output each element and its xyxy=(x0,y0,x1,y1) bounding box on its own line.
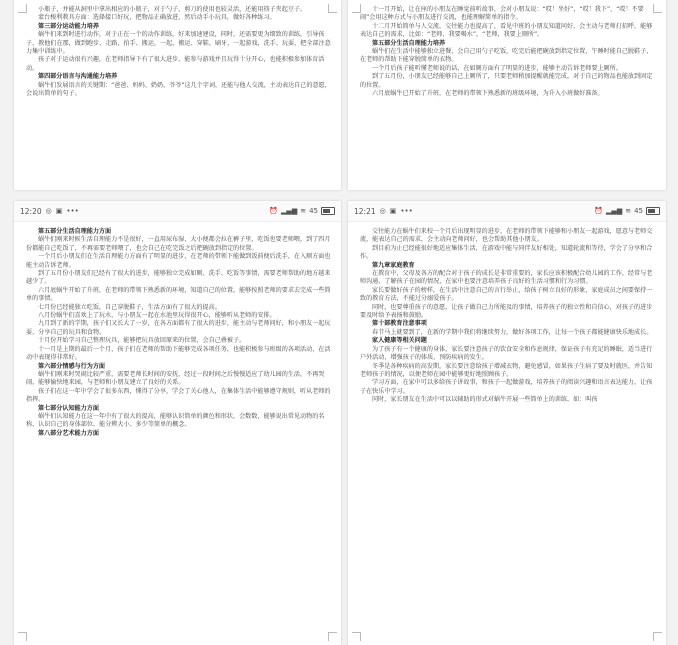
crop-mark xyxy=(328,4,337,13)
paragraph: 孩子对于运动很有兴趣，在老师指导下有了很大进步，能参与游戏并且玩得十分开心，也能积极参加体育活动。 xyxy=(26,56,325,72)
phone-screenshot-bottom-left xyxy=(14,201,341,645)
paragraph: 十一月是上期的最后一个月，孩子们在老师的帮助下能够完成各项任务，也能积极参与班级的各项活动，在活动中表现得非常好。 xyxy=(26,345,331,362)
app-icon: ▣ xyxy=(389,206,397,215)
notification-icon: ◎ xyxy=(45,206,52,215)
status-bar xyxy=(348,201,666,222)
crop-mark xyxy=(352,632,361,641)
section-heading: 第九章家庭教育 xyxy=(372,261,415,269)
paragraph: 六月底蜗牛已开始了升班，在老师的带领下熟悉新的班级环境，为升入小班做好准备。 xyxy=(372,90,604,98)
battery-icon xyxy=(321,207,335,215)
crop-mark xyxy=(653,4,662,13)
paragraph: 十二月开始简单与人交流，交往能力也提高了，看见中班的小朋友知道问好，会主动与老师打招呼，能够表达自己的需求，比如：“老师，我要喝水”，“老师，我要上厕所”。 xyxy=(360,22,653,39)
document-page-top-right xyxy=(348,0,666,190)
paragraph: 蜗牛们认知能力在这一年中有了很大的提高，能够认识简单的颜色和形状，会数数，能够说出常见动物的名称，认识自己的身体部位，能分辨大小、多少等简单的概念。 xyxy=(26,412,325,429)
crop-mark xyxy=(653,632,662,641)
paragraph: 蜗牛们来到时进行动作，对于正在一个的动作训练，好来加速建设，同时，还需要更为细致的训练，引导孩子，教他们在那，做到跑步、走路，拍手、搬运，一起、搬运、穿鞋、刷牙，一起游戏，洗手、玩耍，把全部注意力集中训练中。 xyxy=(26,31,331,56)
paragraph: 一个月后小朋友们在生活自理能力方面有了明显的进步，在老师的带领下能做到饭前便后洗手，在入厕方面也能主动告诉老师。 xyxy=(26,253,331,269)
document-page-top-left xyxy=(14,0,341,190)
paragraph: 家长要做好孩子的榜样，在生活中注意自己的言行举止，给孩子树立良好的形象，家庭成员之间要保持一致的教育方法，不能过分溺爱孩子。 xyxy=(360,286,653,303)
wifi-icon: ≋ xyxy=(300,206,307,215)
paragraph: 七月份已经能独立吃饭，自己穿脱鞋子，生活方面有了很大的提高。 xyxy=(38,303,221,311)
paragraph: 同时，也要尊重孩子的意愿，让孩子做自己力所能及的事情，培养孩子的独立性和自信心，对孩子的进步要及时给予表扬和鼓励。 xyxy=(360,303,653,320)
page-fade xyxy=(14,180,341,190)
status-bar xyxy=(14,201,341,222)
paragraph: 为了孩子有一个健康的身体，家长要注意孩子的饮食安全和作息规律，保证孩子有充足的睡眠，适当进行户外活动，增强孩子的体质，预防疾病的发生。 xyxy=(360,345,653,362)
crop-mark xyxy=(328,632,337,641)
paragraph: 交往能力在蜗牛们来校一个月后出现明显的进步，在老师的带领下能够和小朋友一起游戏，愿意与老师交流，能表达自己的需求，会主动向老师问好，也会帮助其他小朋友。 xyxy=(360,228,653,244)
paragraph: 到了五月份，小朋友已经能够自己上厕所了，只要老师稍加提醒就能完成，对于自己的物品也能放到固定的位置。 xyxy=(360,73,653,89)
paragraph: 到目前为止已经能很好地适应集体生活，在游戏中能与同伴友好相处，知道轮流和等待，学会了分享和合作。 xyxy=(360,244,653,261)
crop-mark xyxy=(352,4,361,13)
more-icon: ••• xyxy=(66,206,79,215)
phone-screenshot-bottom-right xyxy=(348,201,666,645)
section-heading: 家人健康等相关问题 xyxy=(372,337,427,345)
paragraph: 在教育中，父母及各方的配合对于孩子的成长是非常重要的，家长应该积极配合幼儿园的工作，经常与老师沟通，了解孩子在园的情况，在家中也要注意培养孩子良好的生活习惯和行为习惯。 xyxy=(360,270,653,286)
page-fade xyxy=(348,180,666,190)
section-heading: 第六部分情感与行为方面 xyxy=(38,362,106,370)
status-time: 12:20 xyxy=(20,206,42,216)
battery-icon xyxy=(646,207,660,215)
section-heading: 第五部分生活自理能力培养 xyxy=(372,39,446,47)
paragraph: 蜗牛们刚来时哭闹比较严重，需要老师长时间的安抚，经过一段时间之后慢慢适应了幼儿园的生活，不再哭闹，能够愉快地来园，与老师和小朋友建立了良好的关系。 xyxy=(26,370,325,387)
paragraph: 十一月开始，让在座的小朋友在睡觉前听故事，会对小朋友说：“哎！坐好”，“哎！我下”，“哎！不要闹”会用这种方式与小朋友进行交流，也能理解简单的指令。 xyxy=(360,6,644,22)
paragraph: 蜗牛们刚来时候生活自理能力不是很好，一直用尿布湿，大小便都会拉在裤子里，吃饭也要老师喂，到了四月份都能自己吃饭了，不再需要老师喂了，也会自己在吃完饭之后把碗放到指定的位置。 xyxy=(26,236,331,252)
paragraph: 蜗牛们在生活中能够独立进餐，会自己用勺子吃饭，吃完后能把碗放到指定位置，午睡时能自己脱鞋子，在老师的帮助下能穿脱简单的衣物。 xyxy=(360,48,653,64)
paragraph: 孩子们在这一年中学会了很多东西，懂得了分享，学会了关心他人，在集体生活中能够遵守规则，听从老师的指挥。 xyxy=(26,387,331,404)
section-heading: 第四部分语言与沟通能力培养 xyxy=(38,73,118,81)
notification-icon: ◎ xyxy=(379,206,386,215)
section-heading: 第三部分运动能力培养 xyxy=(38,22,99,30)
page-text-area xyxy=(14,222,341,438)
section-heading: 第五部分生活自理能力方面 xyxy=(38,228,112,235)
section-heading: 第七部分认知能力方面 xyxy=(38,404,99,412)
paragraph: 六月底蜗牛开始了升班，在老师的带领下熟悉新的环境，知道自己的位置，能够按照老师的要求去完成一些简单的事情。 xyxy=(26,286,331,303)
alarm-icon: ⏰ xyxy=(594,206,604,215)
status-time: 12:21 xyxy=(354,206,376,216)
paragraph: 蜗牛们发展语言的关键期：“爸爸、妈妈、奶奶、爷爷”这几个字词，还能与他人交流，主动表达自己的意愿，会说出简单的句子。 xyxy=(26,81,331,98)
crop-mark xyxy=(18,4,27,13)
paragraph: 学习方面，在家中可以多给孩子讲故事，和孩子一起做游戏，培养孩子的阅读兴趣和语言表达能力，让孩子在快乐中学习。 xyxy=(360,379,653,395)
section-heading: 第八部分艺术能力方面 xyxy=(38,429,99,437)
paragraph: 同时，家长朋友在生活中可以以辅助的形式对蜗牛开展一些简单上的训练，如：叫孩 xyxy=(372,396,598,404)
paragraph: 冬季是各种疾病的高发期，家长要注意给孩子增减衣物，避免感冒，如果孩子生病了要及时就医，并告知老师孩子的情况，以便老师在园中能够更好地照顾孩子。 xyxy=(360,362,653,378)
paragraph: 八月份蜗牛们喜欢上了玩水，与小朋友一起在水池里玩得很开心，能够听从老师的安排。 xyxy=(38,312,276,320)
app-icon: ▣ xyxy=(55,206,63,215)
wifi-icon: ≋ xyxy=(625,206,632,215)
battery-percent: 45 xyxy=(634,207,643,215)
crop-mark xyxy=(18,632,27,641)
paragraph: 小瓶子，并能从洞里中拿出相应的小瓶子，对于勺子、剪刀的使用也较灵活，还能用筷子夹起豆子。 xyxy=(38,6,307,13)
paragraph: 蒙台梭利教具方面：选择接口好玩，把物品正确放进，然后动手小玩具，做好各种练习。 xyxy=(38,14,276,22)
page-text-area xyxy=(348,0,666,98)
paragraph: 一个月后孩子能听懂老师说的话，在如厕方面有了明显的进步，能够主动告诉老师要上厕所。 xyxy=(372,64,622,72)
paragraph: 到了五月份小朋友们已经有了很大的进步，能够独立完成如厕、洗手、吃饭等事情，需要老师帮助的地方越来越少了。 xyxy=(26,270,331,286)
paragraph: 春节马上就要到了，在新的学期中我们将继续努力，做好各项工作，让每一个孩子都能健康快乐地成长。 xyxy=(372,328,653,336)
paragraph: 十月份开始学习自己整理玩具，能够把玩具放回原来的位置，会自己叠被子。 xyxy=(38,337,246,345)
page-text-area xyxy=(14,0,341,98)
page-text-area xyxy=(348,222,666,405)
more-icon: ••• xyxy=(400,206,413,215)
signal-icon: ▂▄▆ xyxy=(281,206,298,215)
signal-icon: ▂▄▆ xyxy=(606,206,623,215)
section-heading: 第十部教育注意事项 xyxy=(372,320,427,328)
paragraph: 九月到了新的学期，孩子们又长大了一岁，在各方面都有了很大的进步，能主动与老师问好，和小朋友一起玩耍，分享自己的玩具和食物。 xyxy=(26,320,331,336)
battery-percent: 45 xyxy=(309,207,318,215)
alarm-icon: ⏰ xyxy=(269,206,279,215)
